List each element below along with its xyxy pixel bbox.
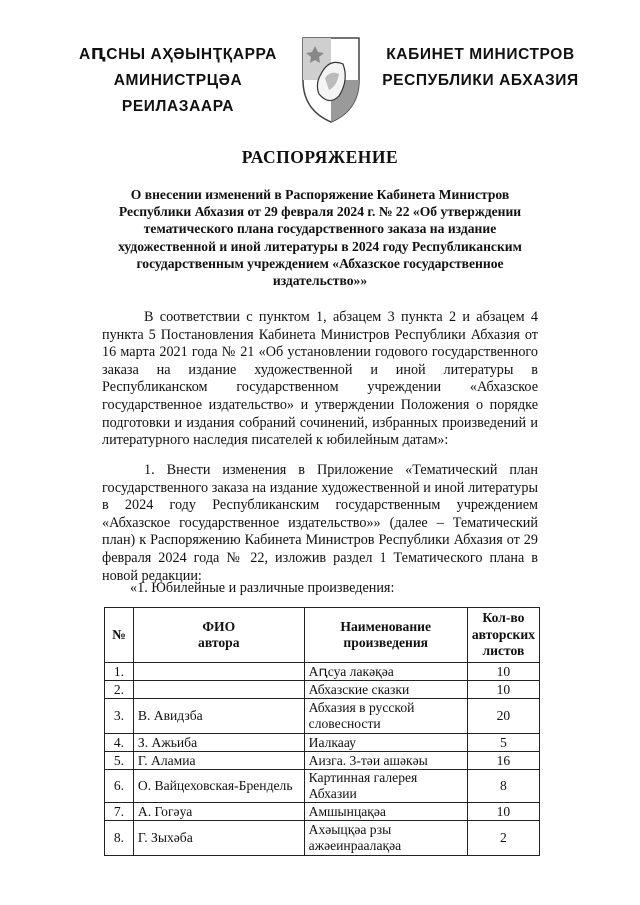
- col-header-author-line1: ФИО: [202, 618, 236, 634]
- cell-num: 5.: [105, 752, 134, 770]
- cell-num: 1.: [105, 663, 134, 681]
- cell-author: Г. Зыхәба: [133, 821, 304, 856]
- cell-sheets: 5: [467, 734, 539, 752]
- cell-work: Картинная галерея Абхазии: [304, 770, 467, 803]
- table-row: [105, 734, 540, 752]
- document-subject: О внесении изменений в Распоряжение Кабинета Министров Республики Абхазия от 29 февраля 2024 г. № 22 «Об утверждении тематического плана государственного заказа на издание художественной и иной литературы в 2024 году Республиканским государственным учреждением «Абхазское государственное издательство»»: [118, 187, 522, 289]
- col-header-sheets-line2: авторских: [471, 626, 535, 642]
- state-emblem-icon: [299, 34, 363, 124]
- col-header-work-line2: произведения: [343, 635, 429, 650]
- cell-sheets: 8: [467, 770, 539, 803]
- cell-sheets: 2: [467, 821, 539, 856]
- cell-author: В. Авидзба: [133, 699, 304, 734]
- paragraph-basis: В соответствии с пунктом 1, абзацем 3 пункта 2 и абзацем 4 пункта 5 Постановления Кабинета Министров Республики Абхазия от 16 марта 2021 года № 21 «Об установлении годового государственного заказа на издание художественной и иной литературы в Республиканском государственном учреждении «Абхазское государственное издательство» и утверждении Положения о порядке подготовки и издания собраний сочинений, избранных произведений и литературного наследия писателей к юбилейным датам»:: [102, 309, 538, 449]
- cell-work: Аԥсуа лакәқәа: [304, 663, 467, 681]
- header-right-line2: РЕСПУБЛИКИ АБХАЗИЯ: [382, 72, 579, 89]
- cell-author: [133, 681, 304, 699]
- cell-sheets: 16: [467, 752, 539, 770]
- header-right-russian: [368, 42, 593, 94]
- table-row: [105, 681, 540, 699]
- cell-author: О. Вайцеховская-Брендель: [133, 770, 304, 803]
- cell-author: З. Ажьиба: [133, 734, 304, 752]
- cell-num: 4.: [105, 734, 134, 752]
- cell-num: 6.: [105, 770, 134, 803]
- table-row: [105, 752, 540, 770]
- table-header-row: [105, 608, 540, 663]
- header-left-line2: АМИНИСТРЦӘА РЕИЛАЗААРА: [113, 72, 243, 115]
- col-header-sheets-line3: листов: [482, 643, 525, 659]
- cell-sheets: 10: [467, 681, 539, 699]
- col-header-work-line1: Наименование: [340, 618, 432, 634]
- col-header-num: №: [105, 608, 134, 663]
- cell-author: Г. Аламиа: [133, 752, 304, 770]
- cell-num: 3.: [105, 699, 134, 734]
- cell-work: Ахәыцқәа рзы ажәеинраалақәа: [304, 821, 467, 856]
- cell-num: 7.: [105, 803, 134, 821]
- document-title: РАСПОРЯЖЕНИЕ: [241, 147, 399, 167]
- table-row: [105, 699, 540, 734]
- cell-work: Абхазские сказки: [304, 681, 467, 699]
- cell-sheets: 10: [467, 803, 539, 821]
- table-row: [105, 803, 540, 821]
- col-header-work: [304, 608, 467, 663]
- header-left-abkhaz: [58, 42, 298, 120]
- col-header-author: [133, 608, 304, 663]
- cell-sheets: 10: [467, 663, 539, 681]
- col-header-sheets-line1: Кол-во: [482, 610, 525, 626]
- cell-num: 8.: [105, 821, 134, 856]
- header-right-line1: КАБИНЕТ МИНИСТРОВ: [386, 46, 575, 63]
- cell-author: А. Гогәуа: [133, 803, 304, 821]
- table-row: [105, 770, 540, 803]
- cell-num: 2.: [105, 681, 134, 699]
- col-header-author-line2: автора: [198, 635, 240, 650]
- cell-work: Аизга. 3-тәи ашәкәы: [304, 752, 467, 770]
- table-row: [105, 663, 540, 681]
- table-row: [105, 821, 540, 856]
- paragraph-item-1: 1. Внести изменения в Приложение «Тематический план государственного заказа на издание художественной и иной литературы в 2024 году Республиканским государственным учреждением «Абхазское государственное издательство»» (далее – Тематический план) к Распоряжению Кабинета Министров Республики Абхазия от 29 февраля 2024 года № 22, изложив раздел 1 Тематического плана в новой редакции:: [102, 462, 538, 584]
- works-table: [104, 607, 540, 856]
- col-header-sheets: [467, 608, 539, 663]
- cell-work: Иалкаау: [304, 734, 467, 752]
- header-left-line1: АԤСНЫ АҲӘЫНҬҚАРРА: [79, 46, 277, 63]
- cell-author: [133, 663, 304, 681]
- cell-sheets: 20: [467, 699, 539, 734]
- paragraph-section-heading: «1. Юбилейные и различные произведения:: [130, 580, 395, 596]
- cell-work: Амшынцақәа: [304, 803, 467, 821]
- cell-work: Абхазия в русской словесности: [304, 699, 467, 734]
